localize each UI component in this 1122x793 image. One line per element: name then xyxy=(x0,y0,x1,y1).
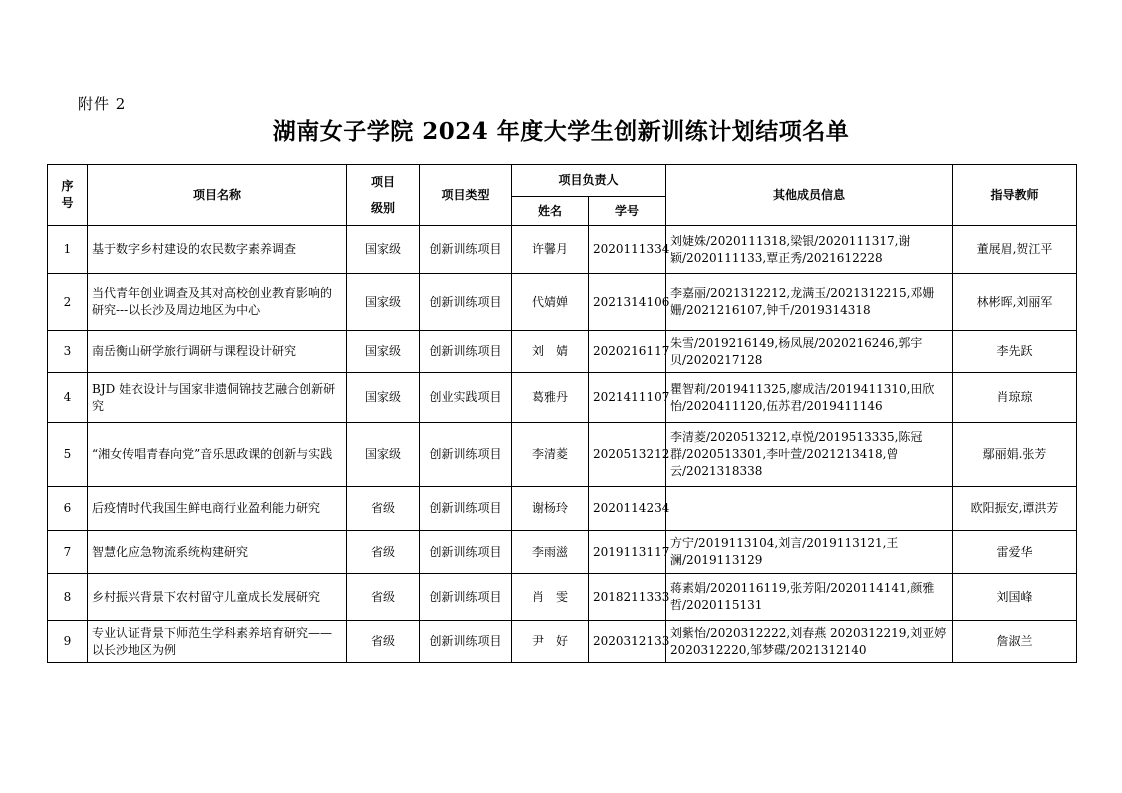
col-header-level: 项目级别 xyxy=(347,165,420,226)
table-row xyxy=(48,423,1077,487)
cell-advisor: 林彬晖,刘丽军 xyxy=(953,274,1077,331)
cell-leader-name: 刘 婧 xyxy=(512,331,589,373)
cell-type: 创新训练项目 xyxy=(420,423,512,487)
table-row xyxy=(48,487,1077,531)
table-row xyxy=(48,226,1077,274)
cell-seq: 8 xyxy=(48,574,88,621)
cell-leader-name: 李清菱 xyxy=(512,423,589,487)
cell-members: 蒋素娟/2020116119,张芳阳/2020114141,颜雅哲/2020115131 xyxy=(666,574,953,621)
document-title: 湖南女子学院 2024 年度大学生创新训练计划结项名单 xyxy=(272,118,850,145)
cell-seq: 6 xyxy=(48,487,88,531)
cell-project-name: 当代青年创业调查及其对高校创业教育影响的研究---以长沙及周边地区为中心 xyxy=(88,274,347,331)
cell-members xyxy=(666,487,953,531)
col-header-members: 其他成员信息 xyxy=(666,165,953,226)
cell-level: 省级 xyxy=(347,531,420,574)
col-header-leader: 项目负责人 xyxy=(512,165,666,197)
cell-seq: 4 xyxy=(48,373,88,423)
col-header-project-name: 项目名称 xyxy=(88,165,347,226)
cell-project-name: “湘女传唱青春向党”音乐思政课的创新与实践 xyxy=(88,423,347,487)
cell-type: 创新训练项目 xyxy=(420,487,512,531)
cell-leader-name: 李雨滋 xyxy=(512,531,589,574)
cell-members: 瞿智莉/2019411325,廖成洁/2019411310,田欣怡/2020411120,伍苏君/2019411146 xyxy=(666,373,953,423)
cell-project-name: 专业认证背景下师范生学科素养培育研究——以长沙地区为例 xyxy=(88,621,347,663)
cell-members: 刘紫怡/2020312222,刘春燕 2020312219,刘亚婷 2020312220,邹梦碟/2021312140 xyxy=(666,621,953,663)
cell-leader-name: 葛雅丹 xyxy=(512,373,589,423)
cell-leader-id: 2020216117 xyxy=(589,331,666,373)
cell-advisor: 欧阳振安,谭洪芳 xyxy=(953,487,1077,531)
col-header-seq: 序号 xyxy=(48,165,88,226)
cell-advisor: 李先跃 xyxy=(953,331,1077,373)
cell-leader-id: 2018211333 xyxy=(589,574,666,621)
cell-seq: 1 xyxy=(48,226,88,274)
cell-advisor: 鄢丽娟.张芳 xyxy=(953,423,1077,487)
cell-leader-name: 尹 好 xyxy=(512,621,589,663)
cell-level: 省级 xyxy=(347,574,420,621)
cell-seq: 9 xyxy=(48,621,88,663)
cell-type: 创新训练项目 xyxy=(420,226,512,274)
cell-members: 李嘉丽/2021312212,龙满玉/2021312215,邓姗姗/2021216107,钟千/2019314318 xyxy=(666,274,953,331)
cell-seq: 3 xyxy=(48,331,88,373)
cell-advisor: 刘国峰 xyxy=(953,574,1077,621)
cell-type: 创新训练项目 xyxy=(420,274,512,331)
cell-seq: 2 xyxy=(48,274,88,331)
cell-members: 朱雪/2019216149,杨凤展/2020216246,郭宇贝/2020217128 xyxy=(666,331,953,373)
cell-leader-id: 2019113117 xyxy=(589,531,666,574)
cell-leader-id: 2020513212 xyxy=(589,423,666,487)
cell-leader-id: 2021314106 xyxy=(589,274,666,331)
cell-members: 刘婕姝/2020111318,梁银/2020111317,谢颖/2020111133,覃正秀/2021612228 xyxy=(666,226,953,274)
cell-leader-name: 代婧婵 xyxy=(512,274,589,331)
cell-level: 国家级 xyxy=(347,423,420,487)
cell-type: 创业实践项目 xyxy=(420,373,512,423)
cell-type: 创新训练项目 xyxy=(420,531,512,574)
col-header-type: 项目类型 xyxy=(420,165,512,226)
cell-type: 创新训练项目 xyxy=(420,331,512,373)
attachment-label: 附件 2 xyxy=(78,95,127,113)
cell-members: 方宁/2019113104,刘言/2019113121,王澜/2019113129 xyxy=(666,531,953,574)
cell-project-name: 南岳衡山研学旅行调研与课程设计研究 xyxy=(88,331,347,373)
cell-advisor: 詹淑兰 xyxy=(953,621,1077,663)
cell-project-name: 智慧化应急物流系统构建研究 xyxy=(88,531,347,574)
cell-leader-id: 2020111334 xyxy=(589,226,666,274)
cell-seq: 7 xyxy=(48,531,88,574)
col-header-leader-name: 姓名 xyxy=(512,197,589,226)
cell-advisor: 肖琼琼 xyxy=(953,373,1077,423)
cell-leader-id: 2020312133 xyxy=(589,621,666,663)
cell-seq: 5 xyxy=(48,423,88,487)
cell-project-name: BJD 娃衣设计与国家非遗侗锦技艺融合创新研究 xyxy=(88,373,347,423)
cell-level: 国家级 xyxy=(347,274,420,331)
table-row xyxy=(48,621,1077,663)
cell-project-name: 基于数字乡村建设的农民数字素养调查 xyxy=(88,226,347,274)
cell-project-name: 后疫情时代我国生鲜电商行业盈利能力研究 xyxy=(88,487,347,531)
table-row xyxy=(48,331,1077,373)
header-row xyxy=(48,165,1077,197)
table-row xyxy=(48,531,1077,574)
project-roster-table xyxy=(47,164,1077,663)
cell-leader-name: 肖 雯 xyxy=(512,574,589,621)
cell-advisor: 雷爱华 xyxy=(953,531,1077,574)
cell-advisor: 董展眉,贺江平 xyxy=(953,226,1077,274)
cell-level: 省级 xyxy=(347,621,420,663)
cell-leader-id: 2021411107 xyxy=(589,373,666,423)
table-row xyxy=(48,274,1077,331)
cell-leader-name: 谢杨玲 xyxy=(512,487,589,531)
cell-level: 国家级 xyxy=(347,373,420,423)
cell-level: 省级 xyxy=(347,487,420,531)
cell-leader-name: 许馨月 xyxy=(512,226,589,274)
table-row xyxy=(48,574,1077,621)
col-header-advisor: 指导教师 xyxy=(953,165,1077,226)
cell-type: 创新训练项目 xyxy=(420,621,512,663)
table-row xyxy=(48,373,1077,423)
cell-members: 李清菱/2020513212,卓悦/2019513335,陈冠群/2020513301,李叶萱/2021213418,曾云/2021318338 xyxy=(666,423,953,487)
cell-level: 国家级 xyxy=(347,226,420,274)
cell-leader-id: 2020114234 xyxy=(589,487,666,531)
cell-project-name: 乡村振兴背景下农村留守儿童成长发展研究 xyxy=(88,574,347,621)
cell-type: 创新训练项目 xyxy=(420,574,512,621)
cell-level: 国家级 xyxy=(347,331,420,373)
col-header-leader-id: 学号 xyxy=(589,197,666,226)
